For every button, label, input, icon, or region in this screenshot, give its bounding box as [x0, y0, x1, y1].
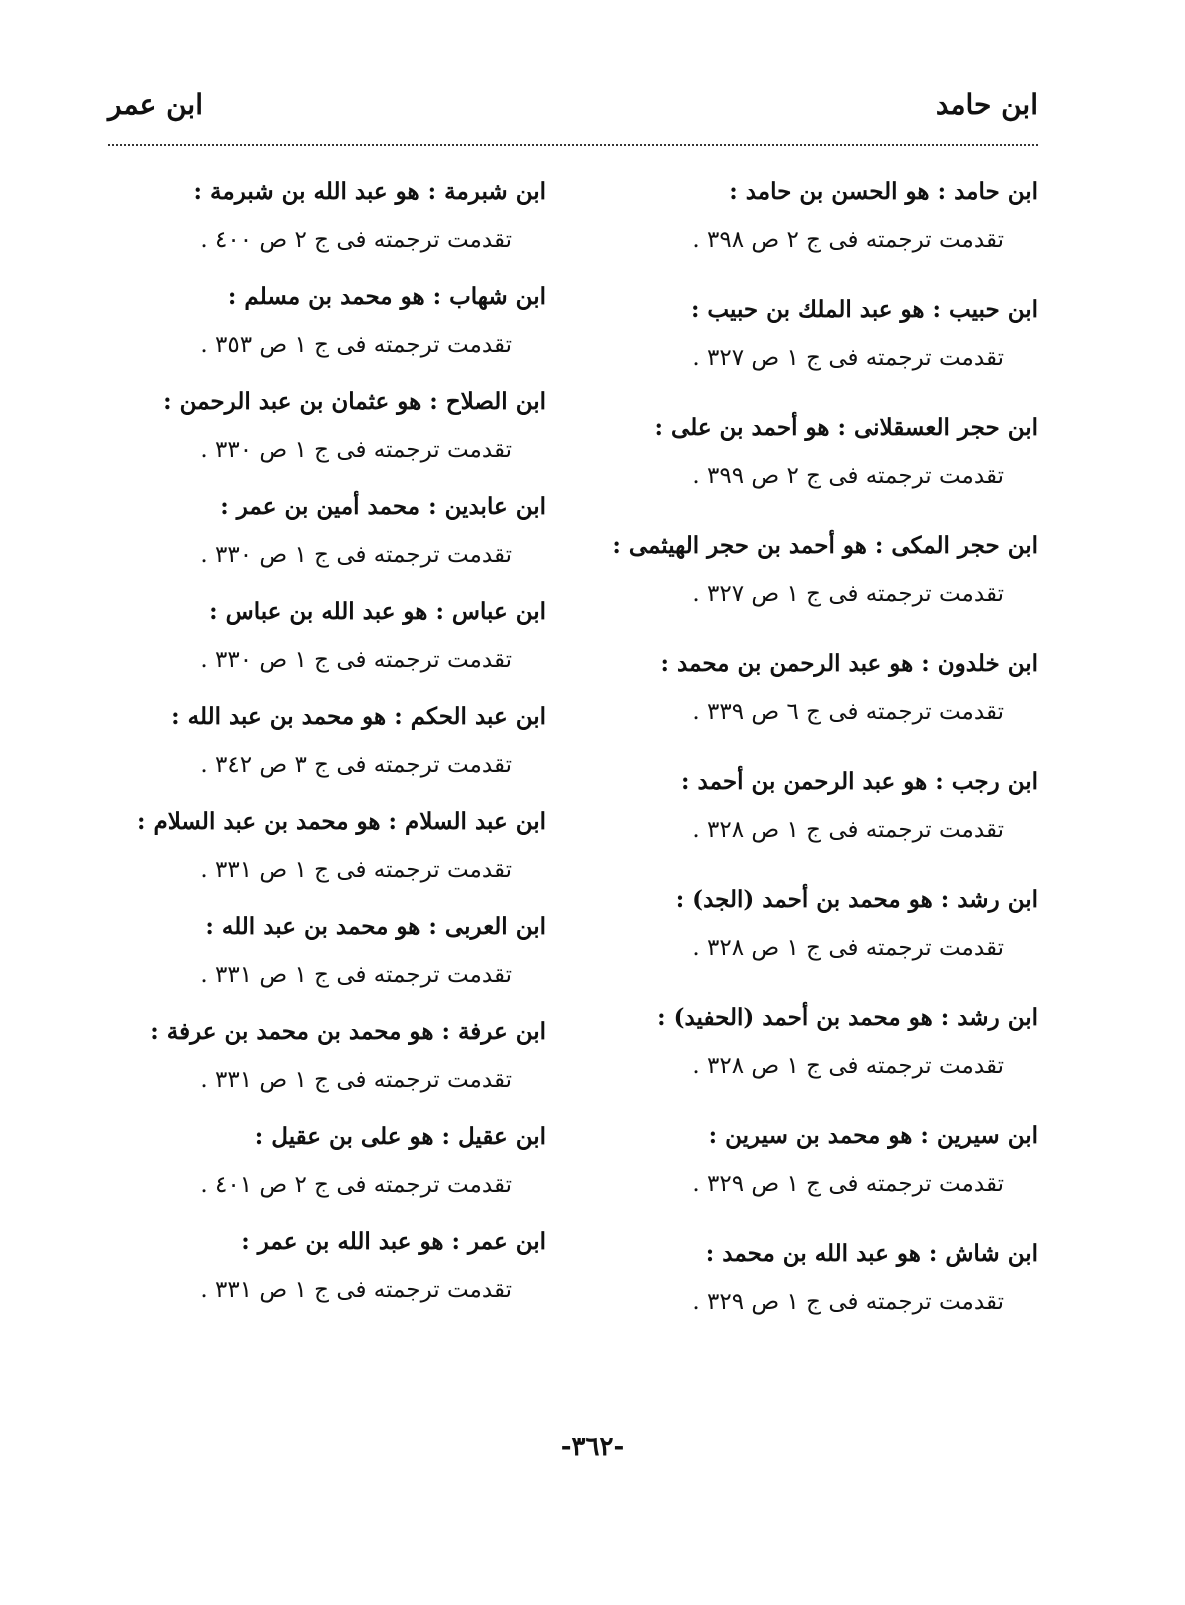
- entry-reference: تقدمت ترجمته فى ج ٢ ص ٤٠٠ .: [200, 227, 512, 253]
- entry-ibn-al-salah: [108, 378, 546, 474]
- entry-reference: تقدمت ترجمته فى ج ٢ ص ٤٠١ .: [200, 1172, 512, 1198]
- entry-ibn-shihab: [108, 273, 546, 369]
- entry-reference: تقدمت ترجمته فى ج ١ ص ٣٣١ .: [200, 1277, 512, 1303]
- entry-heading: ابن عباس : هو عبد الله بن عباس :: [209, 598, 546, 625]
- entry-ibn-shash: [600, 1230, 1038, 1326]
- entry-ibn-hajar-makki: [600, 522, 1038, 618]
- entry-heading: ابن رجب : هو عبد الرحمن بن أحمد :: [681, 768, 1038, 795]
- entry-heading: ابن خلدون : هو عبد الرحمن بن محمد :: [660, 650, 1038, 677]
- entry-heading: ابن شبرمة : هو عبد الله بن شبرمة :: [193, 178, 546, 205]
- entry-ibn-umar: [108, 1218, 546, 1314]
- entry-ibn-abd-al-hakam: [108, 693, 546, 789]
- entry-reference: تقدمت ترجمته فى ج ٢ ص ٣٩٨ .: [692, 227, 1004, 253]
- running-header: [108, 88, 1038, 134]
- entry-heading: ابن حجر العسقلانى : هو أحمد بن على :: [654, 414, 1038, 441]
- entry-ibn-abd-al-salam: [108, 798, 546, 894]
- entry-ibn-rushd-grandson: [600, 994, 1038, 1090]
- entry-reference: تقدمت ترجمته فى ج ١ ص ٣٣٠ .: [200, 437, 512, 463]
- entry-ibn-rajab: [600, 758, 1038, 854]
- header-dotted-rule: [108, 144, 1038, 146]
- entry-ibn-arafa: [108, 1008, 546, 1104]
- entry-reference: تقدمت ترجمته فى ج ١ ص ٣٣٠ .: [200, 647, 512, 673]
- entry-reference: تقدمت ترجمته فى ج ١ ص ٣٣١ .: [200, 1067, 512, 1093]
- entry-reference: تقدمت ترجمته فى ج ١ ص ٣٢٩ .: [692, 1171, 1004, 1197]
- entry-heading: ابن عرفة : هو محمد بن محمد بن عرفة :: [150, 1018, 546, 1045]
- page-number: -٣٦٢-: [560, 1432, 625, 1462]
- entry-ibn-shubruma: [108, 168, 546, 264]
- entry-heading: ابن حامد : هو الحسن بن حامد :: [729, 178, 1038, 205]
- entry-heading: ابن شاش : هو عبد الله بن محمد :: [705, 1240, 1038, 1267]
- entry-reference: تقدمت ترجمته فى ج ١ ص ٣٢٨ .: [692, 1053, 1004, 1079]
- entry-ibn-rushd-grandfather: [600, 876, 1038, 972]
- entry-ibn-khaldun: [600, 640, 1038, 736]
- entry-reference: تقدمت ترجمته فى ج ٦ ص ٣٣٩ .: [692, 699, 1004, 725]
- entry-ibn-hajar-asqalani: [600, 404, 1038, 500]
- left-column: [108, 168, 546, 1323]
- entry-ibn-habib: [600, 286, 1038, 382]
- entry-ibn-sirin: [600, 1112, 1038, 1208]
- entry-heading: ابن عقيل : هو على بن عقيل :: [254, 1123, 546, 1150]
- entry-heading: ابن عمر : هو عبد الله بن عمر :: [241, 1228, 546, 1255]
- entry-ibn-hamid: [600, 168, 1038, 264]
- entry-reference: تقدمت ترجمته فى ج ١ ص ٣٢٧ .: [692, 345, 1004, 371]
- entry-ibn-abidin: [108, 483, 546, 579]
- header-right-title: ابن حامد: [935, 88, 1038, 121]
- entry-reference: تقدمت ترجمته فى ج ٣ ص ٣٤٢ .: [200, 752, 512, 778]
- right-column: [600, 168, 1038, 1348]
- entry-reference: تقدمت ترجمته فى ج ١ ص ٣٣١ .: [200, 962, 512, 988]
- entry-reference: تقدمت ترجمته فى ج ١ ص ٣٥٣ .: [200, 332, 512, 358]
- entry-heading: ابن رشد : هو محمد بن أحمد (الجد) :: [675, 886, 1038, 913]
- entry-heading: ابن سيرين : هو محمد بن سيرين :: [708, 1122, 1038, 1149]
- entry-reference: تقدمت ترجمته فى ج ١ ص ٣٣٠ .: [200, 542, 512, 568]
- entry-reference: تقدمت ترجمته فى ج ١ ص ٣٣١ .: [200, 857, 512, 883]
- entry-reference: تقدمت ترجمته فى ج ١ ص ٣٢٩ .: [692, 1289, 1004, 1315]
- entry-reference: تقدمت ترجمته فى ج ١ ص ٣٢٨ .: [692, 935, 1004, 961]
- entry-heading: ابن رشد : هو محمد بن أحمد (الحفيد) :: [657, 1004, 1038, 1031]
- entry-reference: تقدمت ترجمته فى ج ٢ ص ٣٩٩ .: [692, 463, 1004, 489]
- entry-ibn-aqil: [108, 1113, 546, 1209]
- entry-heading: ابن الصلاح : هو عثمان بن عبد الرحمن :: [163, 388, 546, 415]
- header-left-title: ابن عمر: [108, 88, 203, 121]
- entry-reference: تقدمت ترجمته فى ج ١ ص ٣٢٨ .: [692, 817, 1004, 843]
- entry-heading: ابن عابدين : محمد أمين بن عمر :: [220, 493, 546, 520]
- entry-heading: ابن عبد السلام : هو محمد بن عبد السلام :: [136, 808, 546, 835]
- entry-heading: ابن شهاب : هو محمد بن مسلم :: [227, 283, 546, 310]
- entry-ibn-al-arabi: [108, 903, 546, 999]
- entry-ibn-abbas: [108, 588, 546, 684]
- entry-heading: ابن حجر المكى : هو أحمد بن حجر الهيثمى :: [612, 532, 1038, 559]
- entry-heading: ابن العربى : هو محمد بن عبد الله :: [205, 913, 546, 940]
- entry-heading: ابن عبد الحكم : هو محمد بن عبد الله :: [171, 703, 546, 730]
- entry-heading: ابن حبيب : هو عبد الملك بن حبيب :: [690, 296, 1038, 323]
- entry-reference: تقدمت ترجمته فى ج ١ ص ٣٢٧ .: [692, 581, 1004, 607]
